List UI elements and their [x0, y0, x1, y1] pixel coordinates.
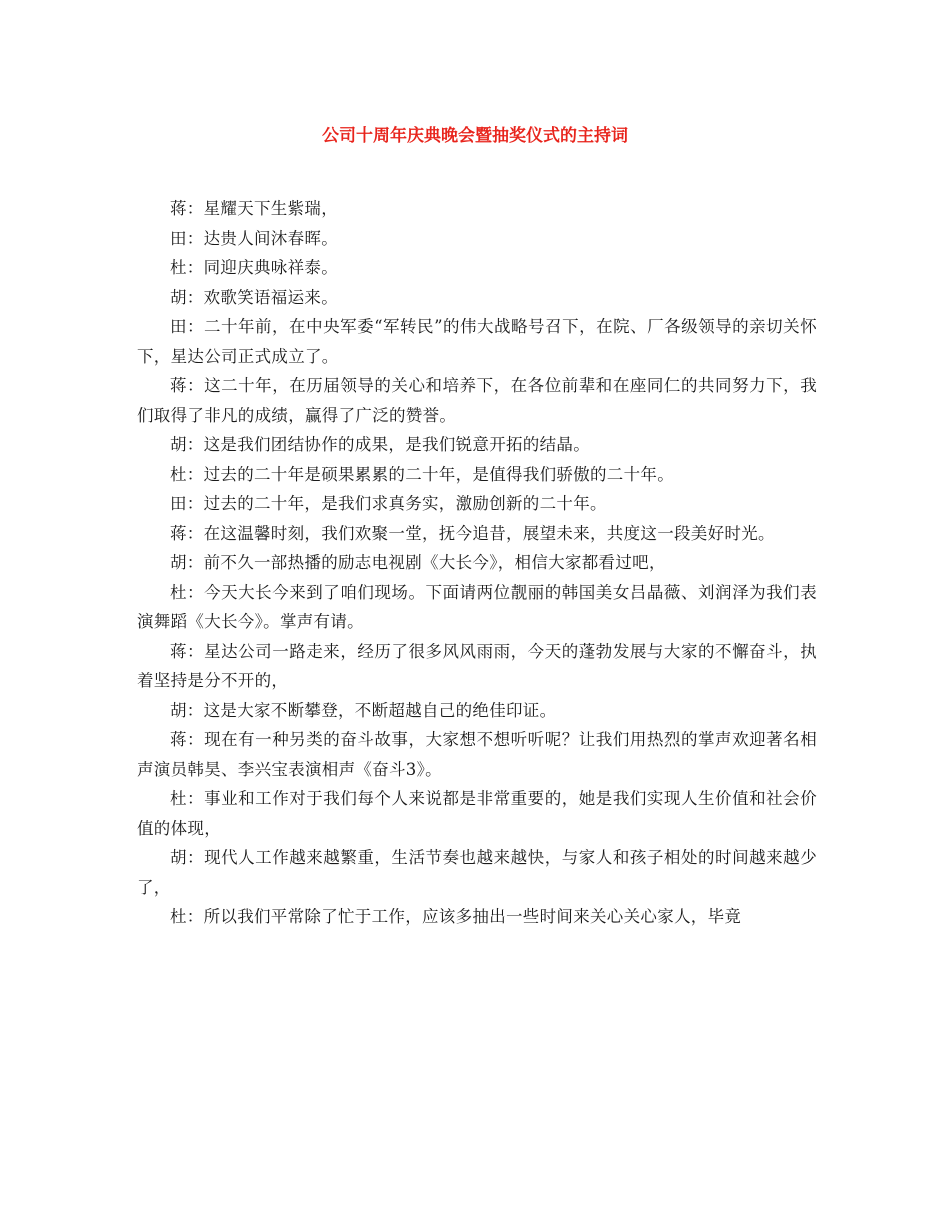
paragraph: 胡：这是大家不断攀登，不断超越自己的绝佳印证。 — [170, 700, 557, 720]
paragraph: 胡：这是我们团结协作的成果，是我们锐意开拓的结晶。 — [170, 435, 590, 454]
paragraph: 杜：事业和工作对于我们每个人来说都是非常重要的，她是我们实现人生价值和社会价值的体现， — [137, 789, 817, 838]
paragraph: 田：二十年前，在中央军委“军转民”的伟大战略号召下，在院、厂各级领导的亲切关怀下，星达公司正式成立了。 — [137, 317, 817, 366]
paragraph: 胡：现代人工作越来越繁重，生活节奏也越来越快，与家人和孩子相处的时间越来越少了， — [137, 848, 817, 897]
document-body — [137, 194, 817, 932]
document-title: 公司十周年庆典晚会暨抽奖仪式的主持词 — [322, 126, 628, 146]
paragraph: 蒋：在这温馨时刻，我们欢聚一堂，抚今追昔，展望未来，共度这一段美好时光。 — [170, 523, 775, 543]
paragraph: 杜：过去的二十年是硕果累累的二十年，是值得我们骄傲的二十年。 — [170, 464, 674, 484]
paragraph: 杜：今天大长今来到了咱们现场。下面请两位靓丽的韩国美女吕晶薇、刘润泽为我们表演舞蹈《大长今》。掌声有请。 — [137, 582, 817, 631]
paragraph: 蒋：星耀天下生紫瑞， — [170, 199, 338, 218]
paragraph: 蒋：这二十年，在历届领导的关心和培养下，在各位前辈和在座同仁的共同努力下，我们取得了非凡的成绩，赢得了广泛的赞誉。 — [137, 376, 817, 425]
paragraph: 胡：欢歌笑语福运来。 — [170, 287, 338, 307]
paragraph: 杜：同迎庆典咏祥泰。 — [170, 258, 338, 277]
paragraph: 蒋：星达公司一路走来，经历了很多风风雨雨，今天的蓬勃发展与大家的不懈奋斗，执着坚持是分不开的， — [137, 641, 817, 690]
paragraph: 胡：前不久一部热播的励志电视剧《大长今》，相信大家都看过吧， — [170, 553, 666, 572]
paragraph: 杜：所以我们平常除了忙于工作，应该多抽出一些时间来关心关心家人，毕竟 — [170, 907, 742, 926]
paragraph: 蒋：现在有一种另类的奋斗故事，大家想不想听听呢？让我们用热烈的掌声欢迎著名相声演员韩昊、李兴宝表演相声《奋斗3》。 — [137, 730, 817, 779]
paragraph: 田：达贵人间沐春晖。 — [170, 228, 338, 248]
paragraph: 田：过去的二十年，是我们求真务实，激励创新的二十年。 — [170, 494, 607, 513]
